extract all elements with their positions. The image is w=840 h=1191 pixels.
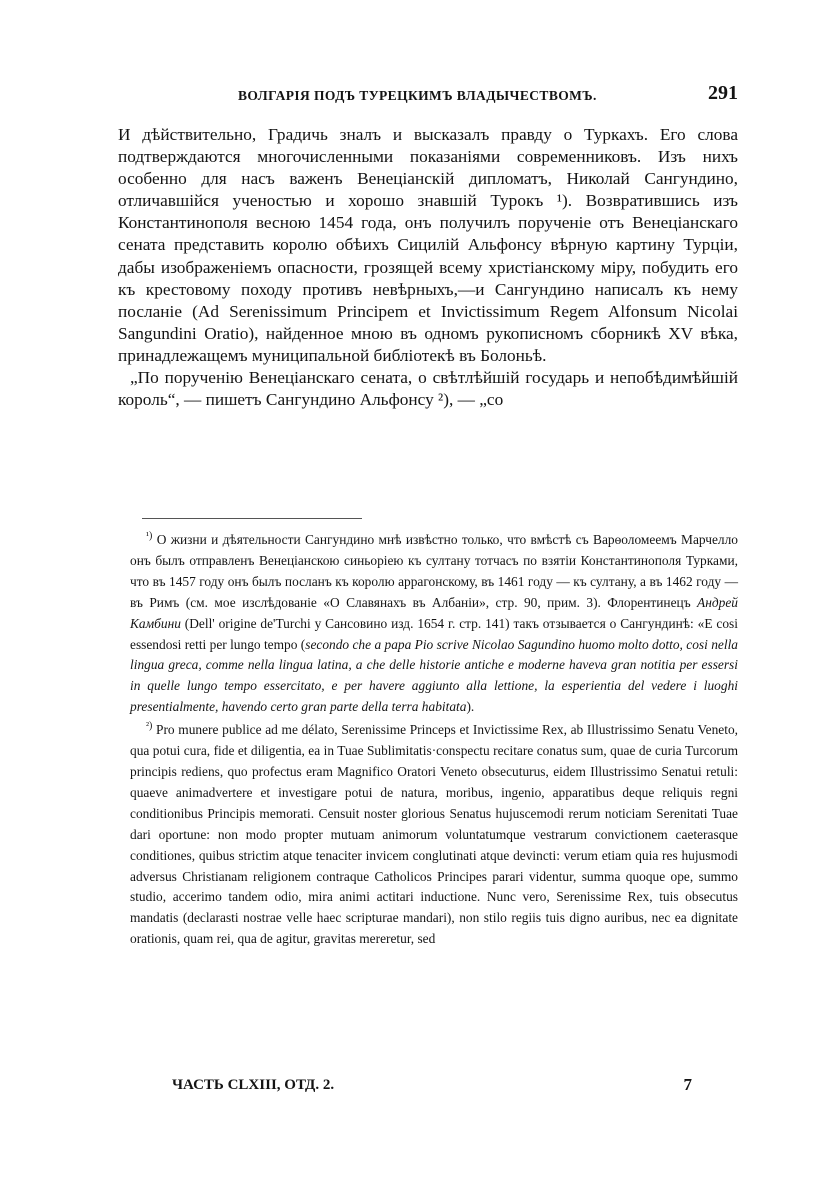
footnote-divider — [142, 518, 362, 519]
page-header — [120, 82, 740, 108]
footnote-2-text: Pro munere publice ad me délato, Serenissime Princeps et Invictissime Rex, ab Illustrissimo Senatu Veneto, qua potui cura, fide et diligentia, ea in Tuae Sublimitatis·conspectu recitare conatus sum, quae de curia Turcorum principis rediens, quo profectus eram Magnifico Oratori Veneto obsecuturus, eidem Illustrissimo Senatui retuli: quaeve animadvertere et investigare potui de natura, moribus, ingenio, apparatibus deque reliquis regni conditionibus Principis memorati. Censuit noster glorious Senatus hujuscemodi rerum noticiam Serenitati Tuae dari oportune: non modo propter mutuam animorum voluntatumque vestrarum convictionem caeterasque conditiones, quibus strictim atque tenaciter invicem conglutinati atque devincti: verum etiam quia res hujusmodi adversus Christianam religionem contraque Catholicos Principes parari videntur, summa quoque ope, summo studio, accerimo tandem odio, mira animi actitari inductione. Nunc vero, Serenissime Rex, tuis obsecutus mandatis (declarasti nostrae velle haec scripturae mandari), non stilo regiis tuis digno auribus, nec ea dignitate orationis, quam rei, qua de agitur, gravitas mereretur, sed — [130, 722, 738, 947]
sheet-number: 7 — [683, 1075, 692, 1094]
footnote-1-marker: ¹) — [146, 530, 153, 542]
footnote-2-marker: ²) — [146, 720, 153, 732]
footnote-1-text-b: (Dell' origine de'Turchi y Сансовино изд. 1654 г. стр. 141) такъ отзывается о Сангундинѣ: «E cosi essendosi retti per lungo tempo ( — [130, 615, 738, 652]
paragraph-1: И дѣйствительно, Градичь зналъ и высказалъ правду о Туркахъ. Его слова подтверждаются многочисленными показаніями современниковъ. Изъ нихъ особенно для насъ важенъ Венеціанскій дипломатъ, Николай Сангундино, отличавшійся ученостью и хорошо знавшій Турокъ ¹). Возвратившись изъ Константинополя весною 1454 года, онъ получилъ порученіе отъ Венеціанскаго сената представить королю обѣихъ Сицилій Альфонсу вѣрную картину Турціи, дабы изображеніемъ опасности, грозящей всему христіанскому міру, побудить его къ крестовому походу противъ невѣрныхъ,—и Сангундино написалъ къ нему посланіе (Ad Serenissimum Principem et Invictissimum Regem Alfonsum Nicolai Sangundini Oratio), найденное мною въ одномъ рукописномъ сборникѣ XV вѣка, принадлежащемъ муниципальной библіотекѣ въ Болоньѣ. — [118, 125, 738, 365]
footnote-1-author: Андрей Камбини — [130, 594, 738, 631]
main-text — [118, 124, 738, 411]
footnote-1-italic-quote: secondo che a papa Pio scrive Nicolao Sagundino huomo molto dotto, cosi nella lingua greca, comme nella lingua latina, a che delle historie antiche e moderne haveva gran notitia per essersi in quelle lungo tempo essercitato, e per havere aggiunto alla lettione, la esperientia del vedere i luoghi presentialmente, havendo certo gran parte della terra habitata — [130, 636, 738, 715]
running-title: ВОЛГАРІЯ ПОДЪ ТУРЕЦКИМЪ ВЛАДЫЧЕСТВОМЪ. — [238, 88, 597, 103]
page-footer — [172, 1077, 692, 1103]
footnotes — [130, 530, 738, 950]
footnote-1 — [130, 530, 738, 718]
printer-signature: ЧАСТЬ CLXIII, ОТД. 2. — [172, 1077, 335, 1093]
footnote-1-text-a: О жизни и дѣятельности Сангундино мнѣ извѣстно только, что вмѣстѣ съ Варѳоломеемъ Марчелло онъ былъ отправленъ Венеціанскою синьоріею къ султану тотчасъ по взятіи Константинополя Турками, что въ 1457 году онъ былъ посланъ къ королю аррагонскому, въ 1461 году — къ султану, а въ 1462 году — въ Римъ (см. мое изслѣдованіе «О Славянахъ въ Албаніи», стр. 90, прим. 3). Флорентинецъ — [130, 532, 738, 610]
footnote-2 — [130, 720, 738, 950]
page-number: 291 — [708, 82, 738, 104]
footnote-1-text-c: ). — [466, 699, 475, 715]
paragraph-2: „По порученію Венеціанскаго сената, о свѣтлѣйшій государь и непобѣдимѣйшій король“, — пишетъ Сангундино Альфонсу ²), — „со — [118, 368, 738, 410]
